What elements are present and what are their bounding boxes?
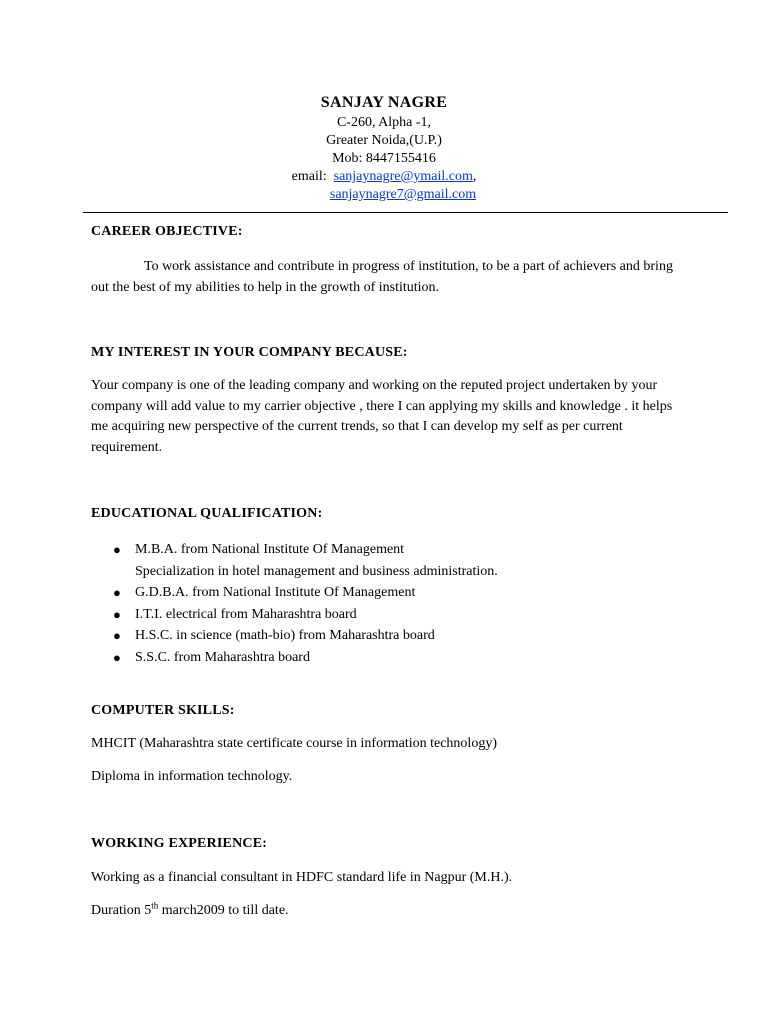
- address-line-1: C-260, Alpha -1,: [336, 115, 432, 130]
- work-experience-role: Working as a financial consultant in HDFC standard life in Nagpur (M.H.).: [91, 870, 513, 885]
- work-experience-heading: WORKING EXPERIENCE:: [91, 836, 268, 851]
- mobile-number: Mob: 8447155416: [332, 151, 436, 166]
- education-item: [91, 647, 691, 669]
- bullet-icon: ●: [113, 628, 121, 643]
- education-item: [91, 604, 691, 626]
- email-row: [0, 168, 768, 186]
- career-objective-text: To work assistance and contribute in progress of institution, to be a part of achievers and bring out the best of my abilities to help in the growth of institution.: [91, 259, 673, 295]
- education-item-text: M.B.A. from National Institute Of Management: [135, 542, 405, 557]
- education-item-text: H.S.C. in science (math-bio) from Maharashtra board: [135, 628, 435, 643]
- education-item-text: G.D.B.A. from National Institute Of Management: [135, 585, 416, 600]
- education-item: [91, 582, 691, 604]
- bullet-icon: ●: [113, 606, 121, 622]
- email-row-2: [0, 186, 768, 204]
- computer-skill-diploma: Diploma in information technology.: [91, 769, 293, 784]
- bullet-icon: ●: [113, 542, 121, 557]
- email-label: email:: [291, 169, 327, 184]
- education-heading: EDUCATIONAL QUALIFICATION:: [91, 506, 323, 521]
- education-item: [91, 539, 691, 582]
- duration-prefix: Duration 5: [91, 903, 152, 918]
- email-separator: ,: [472, 169, 477, 184]
- duration-suffix: march2009 to till date.: [158, 903, 289, 918]
- education-item-text: I.T.I. electrical from Maharashtra board: [135, 606, 357, 622]
- interest-text: Your company is one of the leading company and working on the reputed project undertaken by your company will add value to my carrier objective , there I can applying my skills and knowledge . it helps me acquiring new perspective of the current trends, so that I can develop my self as per current requirement.: [91, 378, 673, 455]
- header-divider: [83, 212, 728, 213]
- interest-heading: MY INTEREST IN YOUR COMPANY BECAUSE:: [91, 345, 408, 360]
- career-objective-heading: CAREER OBJECTIVE:: [91, 224, 243, 239]
- address-line-2: Greater Noida,(U.P.): [326, 133, 442, 148]
- education-list: [91, 539, 691, 668]
- education-item: [91, 625, 691, 647]
- bullet-icon: ●: [113, 585, 121, 600]
- education-item-text: S.S.C. from Maharashtra board: [135, 649, 310, 665]
- education-item-note: Specialization in hotel management and business administration.: [135, 563, 498, 579]
- work-experience-duration: [91, 900, 289, 919]
- candidate-name: SANJAY NAGRE: [320, 94, 448, 111]
- bullet-icon: ●: [113, 649, 121, 665]
- duration-superscript: th: [151, 900, 159, 911]
- computer-skills-heading: COMPUTER SKILLS:: [91, 703, 235, 718]
- resume-header: [0, 94, 768, 204]
- email-link-secondary[interactable]: sanjaynagre7@gmail.com: [329, 187, 477, 202]
- computer-skill-mhcit: MHCIT (Maharashtra state certificate course in information technology): [91, 736, 497, 751]
- email-link-primary[interactable]: sanjaynagre@ymail.com: [333, 169, 473, 184]
